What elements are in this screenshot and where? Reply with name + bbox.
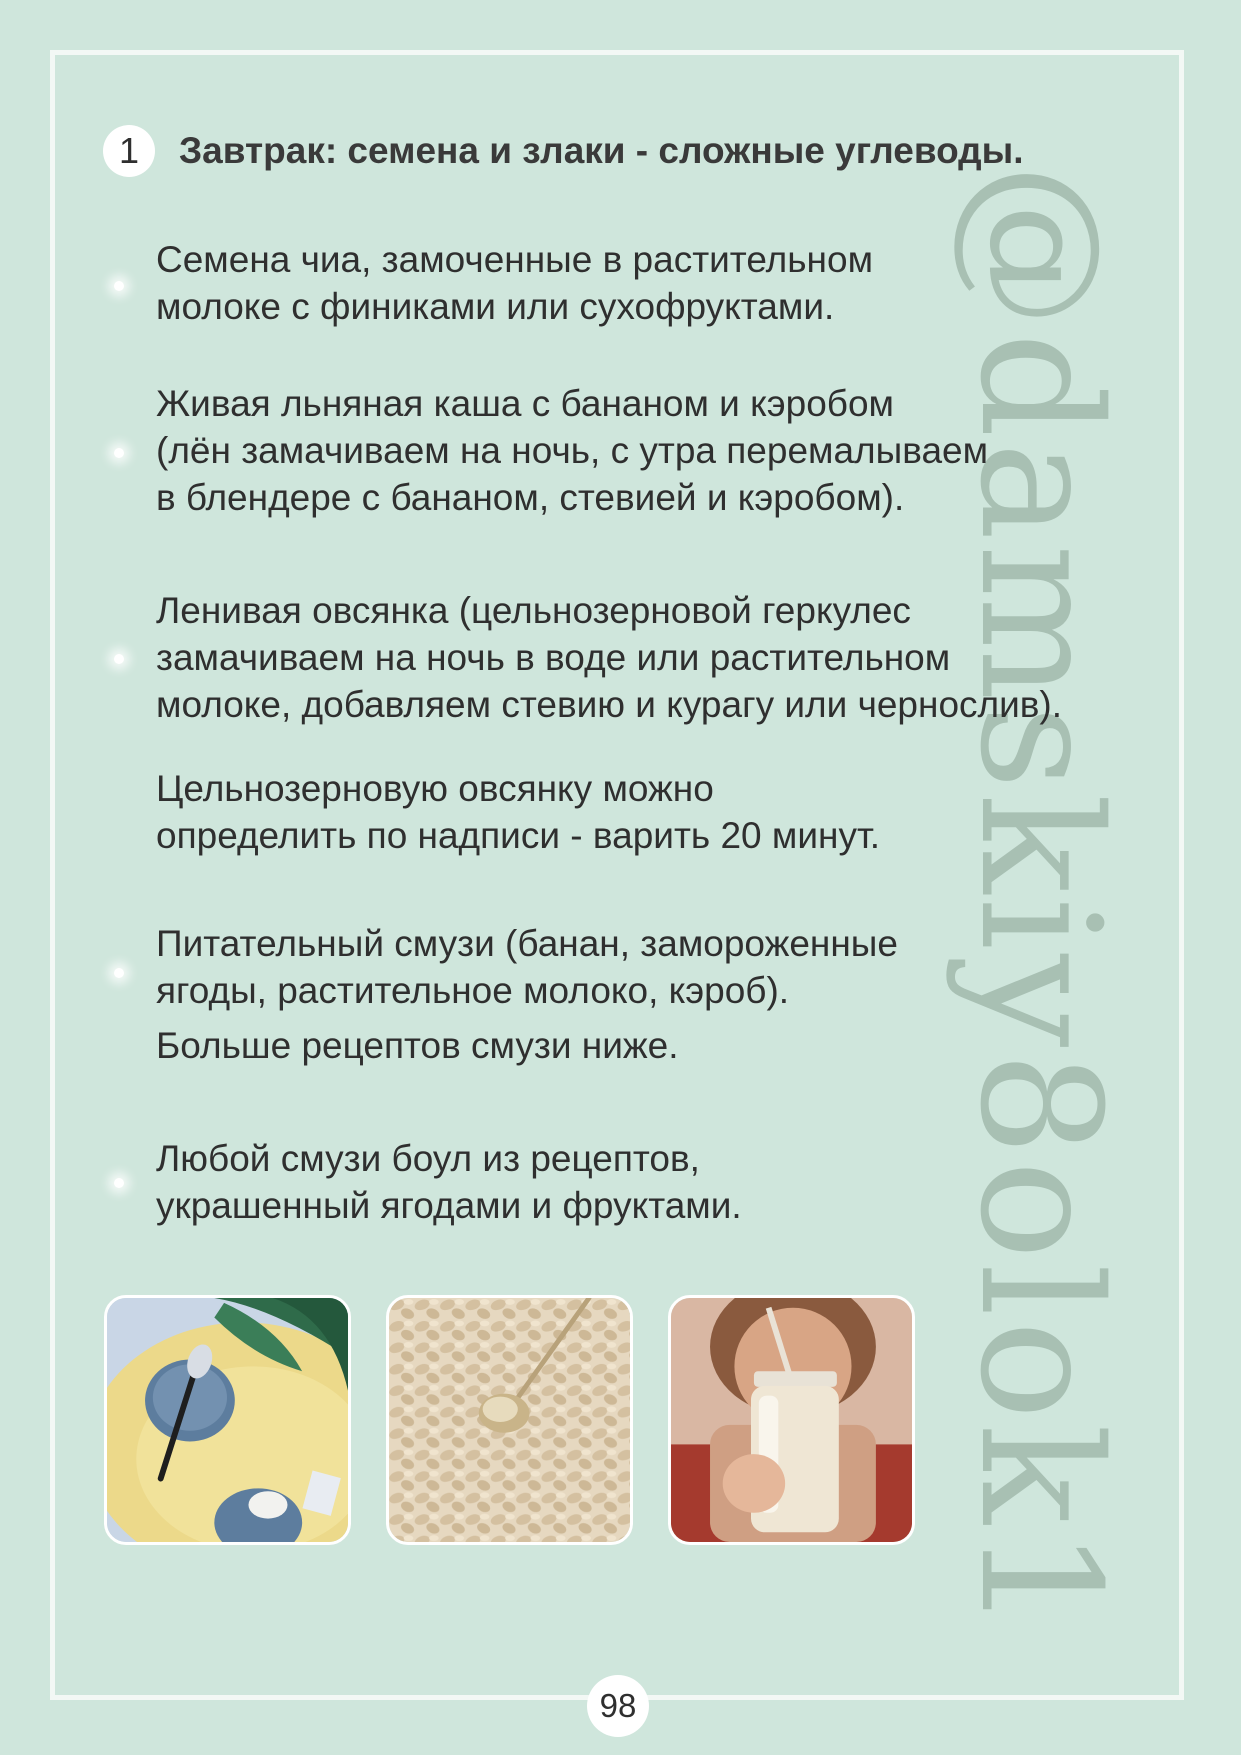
bullet-dot [114,281,124,291]
item-line: Цельнозерновую овсянку можно [156,768,714,809]
bullet-dot [114,448,124,458]
item-line: Любой смузи боул из рецептов, [156,1138,700,1179]
list-item [156,765,880,859]
item-line: молоке с финиками или сухофруктами. [156,286,835,327]
item-line: замачиваем на ночь в воде или растительном [156,637,951,678]
list-item [156,920,898,1069]
photo-oat-flakes [386,1295,633,1545]
section-heading [103,125,1024,177]
item-line: (лён замачиваем на ночь, с утра перемалываем [156,430,989,471]
oat-flakes-image [389,1298,630,1542]
list-item [156,236,873,330]
chia-seeds-image [107,1298,348,1542]
item-line: украшенный ягодами и фруктами. [156,1185,742,1226]
item-line: Ленивая овсянка (цельнозерновой геркулес [156,590,911,631]
bullet-dot [114,1178,124,1188]
watermark: @damskiy8olok1 [944,163,1136,1637]
item-line: Семена чиа, замоченные в растительном [156,239,874,280]
bullet-dot [114,968,124,978]
item-line: Больше рецептов смузи ниже. [156,1025,679,1066]
item-line: ягоды, растительное молоко, кэроб). [156,970,790,1011]
bullet-dot [114,654,124,664]
list-item [156,587,1062,728]
photo-chia-seeds [104,1295,351,1545]
section-number-badge: 1 [103,125,155,177]
page-number: 98 [587,1675,649,1737]
item-line: Живая льняная каша с бананом и кэробом [156,383,894,424]
item-line: молоке, добавляем стевию и курагу или чернослив). [156,684,1063,725]
list-item [156,1135,742,1229]
item-line: определить по надписи - варить 20 минут. [156,815,881,856]
item-line: в блендере с бананом, стевией и кэробом). [156,477,905,518]
section-title: Завтрак: семена и злаки - сложные углеводы. [179,130,1024,171]
smoothie-image [671,1298,912,1542]
list-item [156,380,988,521]
item-line: Питательный смузи (банан, замороженные [156,923,898,964]
photo-smoothie [668,1295,915,1545]
